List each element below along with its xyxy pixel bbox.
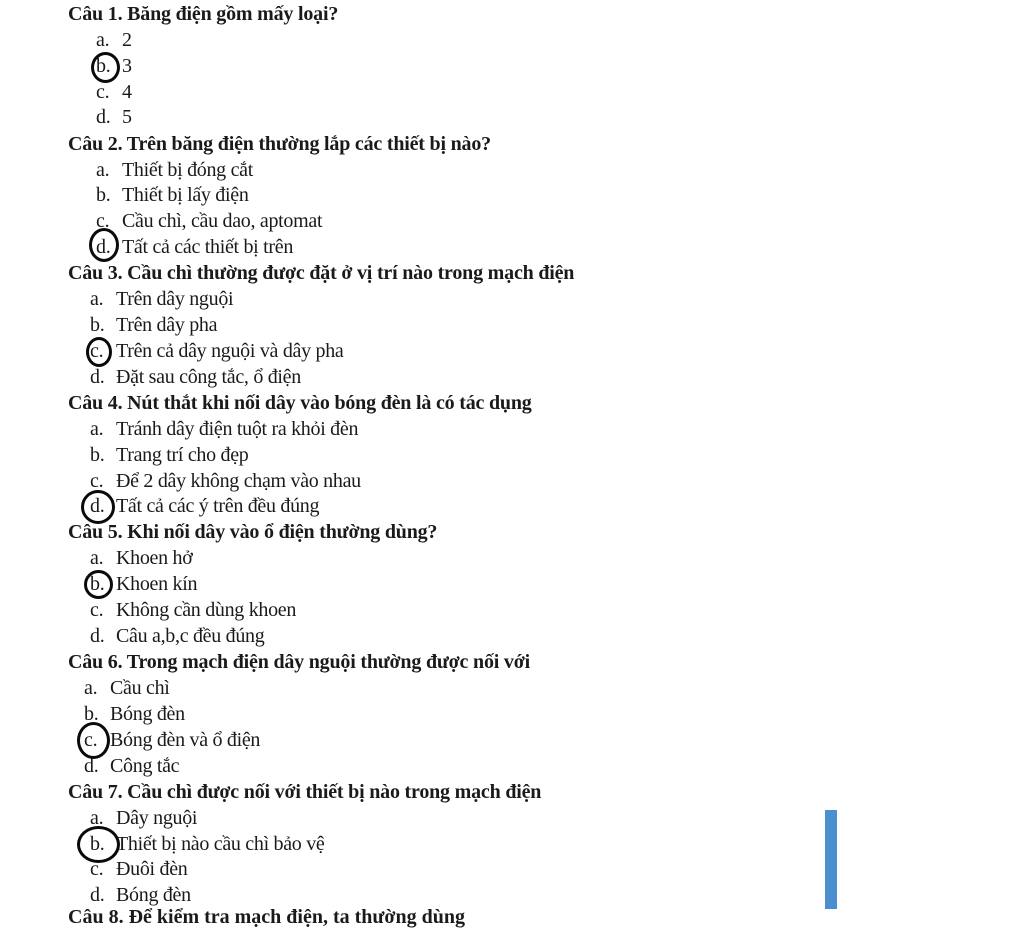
option-text: Đuôi đèn xyxy=(116,858,188,880)
option-text: Đặt sau công tắc, ổ điện xyxy=(116,366,301,388)
option-text: Khoen hở xyxy=(116,547,193,569)
option-text: Trang trí cho đẹp xyxy=(116,444,249,466)
option-text: 5 xyxy=(122,106,132,128)
answer-circle-q1 xyxy=(91,52,120,83)
option-text: Thiết bị nào cầu chì bảo vệ xyxy=(116,833,325,855)
answer-circle-q2 xyxy=(89,228,119,262)
option-letter: b. xyxy=(96,184,111,206)
option-letter: a. xyxy=(96,29,110,51)
option-text: Thiết bị đóng cắt xyxy=(122,159,253,181)
answer-circle-q5 xyxy=(84,570,113,599)
question-3-option-b xyxy=(90,313,217,337)
option-text: Bóng đèn xyxy=(110,703,185,725)
question-2-option-c xyxy=(96,209,322,233)
option-letter: b. xyxy=(90,573,105,595)
option-letter: c. xyxy=(90,599,104,621)
question-1-option-d xyxy=(96,105,132,129)
option-letter: d. xyxy=(90,625,105,647)
vertical-scrollbar-thumb[interactable] xyxy=(825,810,837,909)
option-text: Bóng đèn xyxy=(116,884,191,906)
option-text: Tất cả các thiết bị trên xyxy=(122,236,294,258)
question-4-option-a xyxy=(90,417,358,441)
question-2-option-d xyxy=(96,235,293,259)
question-3-title: Câu 3. Cầu chì thường được đặt ở vị trí nào trong mạch điện xyxy=(68,262,575,284)
question-5-option-c xyxy=(90,598,296,622)
option-letter: b. xyxy=(96,55,111,77)
option-letter: a. xyxy=(90,418,104,440)
question-3-option-d xyxy=(90,365,301,389)
question-6-option-a xyxy=(84,676,170,700)
option-letter: a. xyxy=(96,159,110,181)
option-text: Khoen kín xyxy=(116,573,198,595)
option-letter: b. xyxy=(90,444,105,466)
question-5-option-a xyxy=(90,546,193,570)
option-letter: a. xyxy=(84,677,98,699)
option-letter: a. xyxy=(90,547,104,569)
option-text: Công tắc xyxy=(110,755,180,777)
answer-circle-q6 xyxy=(77,722,110,759)
question-6-title: Câu 6. Trong mạch điện dây nguội thường được nối với xyxy=(68,651,530,673)
question-5-option-d xyxy=(90,624,264,648)
question-8-title-cutoff: Câu 8. Để kiểm tra mạch điện, ta thường dùng xyxy=(68,906,465,928)
option-letter: c. xyxy=(90,858,104,880)
question-7-title: Câu 7. Cầu chì được nối với thiết bị nào trong mạch điện xyxy=(68,781,542,803)
question-4-option-b xyxy=(90,443,248,467)
option-letter: b. xyxy=(90,833,105,855)
option-text: Bóng đèn và ổ điện xyxy=(110,729,261,751)
question-1-option-a xyxy=(96,28,132,52)
question-4-title: Câu 4. Nút thắt khi nối dây vào bóng đèn là có tác dụng xyxy=(68,392,532,414)
question-2-option-b xyxy=(96,183,249,207)
question-1-option-c xyxy=(96,80,132,104)
option-text: 2 xyxy=(122,29,132,51)
question-2-option-a xyxy=(96,158,253,182)
question-2-title: Câu 2. Trên băng điện thường lắp các thiết bị nào? xyxy=(68,133,491,155)
option-letter: c. xyxy=(96,81,110,103)
option-text: Tất cả các ý trên đều đúng xyxy=(116,495,320,517)
question-3-option-a xyxy=(90,287,233,311)
answer-circle-q4 xyxy=(81,490,115,524)
option-letter: b. xyxy=(84,703,99,725)
option-letter: d. xyxy=(96,236,111,258)
question-6-option-c xyxy=(84,728,260,752)
option-letter: a. xyxy=(90,288,104,310)
option-letter: d. xyxy=(90,366,105,388)
option-letter: c. xyxy=(84,729,98,751)
answer-circle-q7 xyxy=(77,826,120,863)
option-letter: d. xyxy=(90,884,105,906)
question-5-title: Câu 5. Khi nối dây vào ổ điện thường dùng? xyxy=(68,521,438,543)
question-1-title: Câu 1. Băng điện gồm mấy loại? xyxy=(68,3,339,25)
option-letter: d. xyxy=(96,106,111,128)
option-text: 3 xyxy=(122,55,132,77)
option-letter: c. xyxy=(90,470,104,492)
option-text: Trên cả dây nguội và dây pha xyxy=(116,340,344,362)
option-letter: d. xyxy=(90,495,105,517)
option-text: Thiết bị lấy điện xyxy=(122,184,249,206)
question-7-option-d xyxy=(90,883,191,907)
option-text: Câu a,b,c đều đúng xyxy=(116,625,265,647)
answer-circle-q3 xyxy=(86,337,112,367)
question-3-option-c xyxy=(90,339,343,363)
option-text: Dây nguội xyxy=(116,807,198,829)
option-letter: b. xyxy=(90,314,105,336)
option-text: Trên dây pha xyxy=(116,314,218,336)
question-7-option-b xyxy=(90,832,324,856)
option-text: Tránh dây điện tuột ra khỏi đèn xyxy=(116,418,359,440)
question-4-option-c xyxy=(90,469,361,493)
question-4-option-d xyxy=(90,494,319,518)
option-text: 4 xyxy=(122,81,132,103)
option-text: Không cần dùng khoen xyxy=(116,599,297,621)
option-letter: d. xyxy=(84,755,99,777)
option-text: Cầu chì, cầu dao, aptomat xyxy=(122,210,323,232)
option-text: Cầu chì xyxy=(110,677,170,699)
option-text: Để 2 dây không chạm vào nhau xyxy=(116,470,361,492)
option-text: Trên dây nguội xyxy=(116,288,234,310)
option-letter: c. xyxy=(90,340,104,362)
option-letter: a. xyxy=(90,807,104,829)
option-letter: c. xyxy=(96,210,110,232)
